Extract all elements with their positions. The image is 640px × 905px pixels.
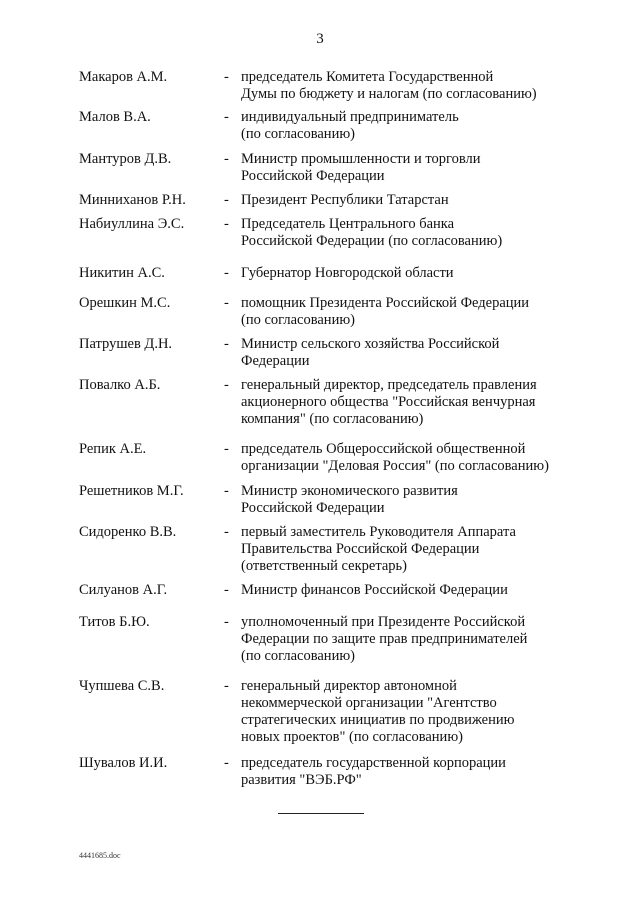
- member-role-line: Губернатор Новгородской области: [241, 265, 454, 281]
- separator-dash: -: [224, 69, 229, 85]
- member-name: Никитин А.С.: [79, 265, 165, 281]
- member-role-line: (ответственный секретарь): [241, 558, 407, 574]
- member-name: Минниханов Р.Н.: [79, 192, 186, 208]
- member-name: Патрушев Д.Н.: [79, 336, 173, 352]
- member-role-line: (по согласованию): [241, 126, 355, 142]
- page-number: 3: [316, 31, 324, 47]
- member-role-line: Российской Федерации: [241, 168, 385, 184]
- member-role-line: первый заместитель Руководителя Аппарата: [241, 524, 516, 540]
- member-name: Решетников М.Г.: [79, 483, 184, 499]
- member-name: Набиуллина Э.С.: [79, 216, 185, 232]
- separator-dash: -: [224, 336, 229, 352]
- member-name: Силуанов А.Г.: [79, 582, 168, 598]
- separator-dash: -: [224, 151, 229, 167]
- member-role: [241, 582, 631, 599]
- member-role-line: стратегических инициатив по продвижению: [241, 712, 515, 728]
- member-role-line: председатель государственной корпорации: [241, 755, 506, 771]
- member-role-line: помощник Президента Российской Федерации: [241, 295, 530, 311]
- separator-dash: -: [224, 377, 229, 393]
- member-role-line: развития "ВЭБ.РФ": [241, 772, 362, 788]
- separator-dash: -: [224, 614, 229, 630]
- member-role: [241, 377, 631, 428]
- separator-dash: -: [224, 109, 229, 125]
- member-role-line: Федерации: [241, 353, 310, 369]
- member-role-line: Российской Федерации: [241, 500, 385, 516]
- member-role-line: Думы по бюджету и налогам (по согласованию): [241, 86, 537, 102]
- member-role-line: организации "Деловая Россия" (по согласованию): [241, 458, 549, 474]
- member-role-line: новых проектов" (по согласованию): [241, 729, 463, 745]
- member-role-line: уполномоченный при Президенте Российской: [241, 614, 526, 630]
- member-role: [241, 524, 631, 575]
- member-name: Макаров А.М.: [79, 69, 168, 85]
- member-role-line: Федерации по защите прав предпринимателей: [241, 631, 528, 647]
- member-role-line: генеральный директор автономной: [241, 678, 457, 694]
- member-role-line: некоммерческой организации "Агентство: [241, 695, 497, 711]
- separator-dash: -: [224, 192, 229, 208]
- member-role-line: (по согласованию): [241, 648, 355, 664]
- separator-dash: -: [224, 265, 229, 281]
- member-role-line: генеральный директор, председатель правления: [241, 377, 537, 393]
- member-role-line: Российской Федерации (по согласованию): [241, 233, 503, 249]
- member-role: [241, 265, 631, 282]
- closing-rule: [278, 813, 364, 814]
- member-role-line: индивидуальный предприниматель: [241, 109, 459, 125]
- member-role-line: (по согласованию): [241, 312, 355, 328]
- member-role-line: Министр промышленности и торговли: [241, 151, 481, 167]
- separator-dash: -: [224, 441, 229, 457]
- separator-dash: -: [224, 295, 229, 311]
- member-role: [241, 295, 631, 329]
- member-role: [241, 678, 631, 746]
- member-name: Повалко А.Б.: [79, 377, 161, 393]
- separator-dash: -: [224, 678, 229, 694]
- member-role: [241, 483, 631, 517]
- member-role-line: компания" (по согласованию): [241, 411, 424, 427]
- member-role-line: Председатель Центрального банка: [241, 216, 455, 232]
- member-role: [241, 109, 631, 143]
- member-name: Чупшева С.В.: [79, 678, 165, 694]
- member-role-line: Министр финансов Российской Федерации: [241, 582, 508, 598]
- member-role: [241, 614, 631, 665]
- member-role: [241, 216, 631, 250]
- member-name: Малов В.А.: [79, 109, 151, 125]
- member-name: Шувалов И.И.: [79, 755, 168, 771]
- member-name: Репик А.Е.: [79, 441, 147, 457]
- member-name: Сидоренко В.В.: [79, 524, 177, 540]
- separator-dash: -: [224, 582, 229, 598]
- separator-dash: -: [224, 483, 229, 499]
- member-name: Титов Б.Ю.: [79, 614, 150, 630]
- member-role: [241, 192, 631, 209]
- member-role: [241, 69, 631, 103]
- member-role-line: акционерного общества "Российская венчурная: [241, 394, 536, 410]
- member-name: Мантуров Д.В.: [79, 151, 172, 167]
- member-role-line: Министр сельского хозяйства Российской: [241, 336, 500, 352]
- member-role: [241, 336, 631, 370]
- member-role: [241, 151, 631, 185]
- member-role-line: председатель Комитета Государственной: [241, 69, 494, 85]
- separator-dash: -: [224, 216, 229, 232]
- member-role: [241, 755, 631, 789]
- member-role-line: председатель Общероссийской общественной: [241, 441, 526, 457]
- member-role-line: Министр экономического развития: [241, 483, 458, 499]
- separator-dash: -: [224, 524, 229, 540]
- document-code: 4441685.doc: [79, 851, 121, 860]
- member-role-line: Правительства Российской Федерации: [241, 541, 480, 557]
- member-role-line: Президент Республики Татарстан: [241, 192, 449, 208]
- member-role: [241, 441, 631, 475]
- separator-dash: -: [224, 755, 229, 771]
- member-name: Орешкин М.С.: [79, 295, 171, 311]
